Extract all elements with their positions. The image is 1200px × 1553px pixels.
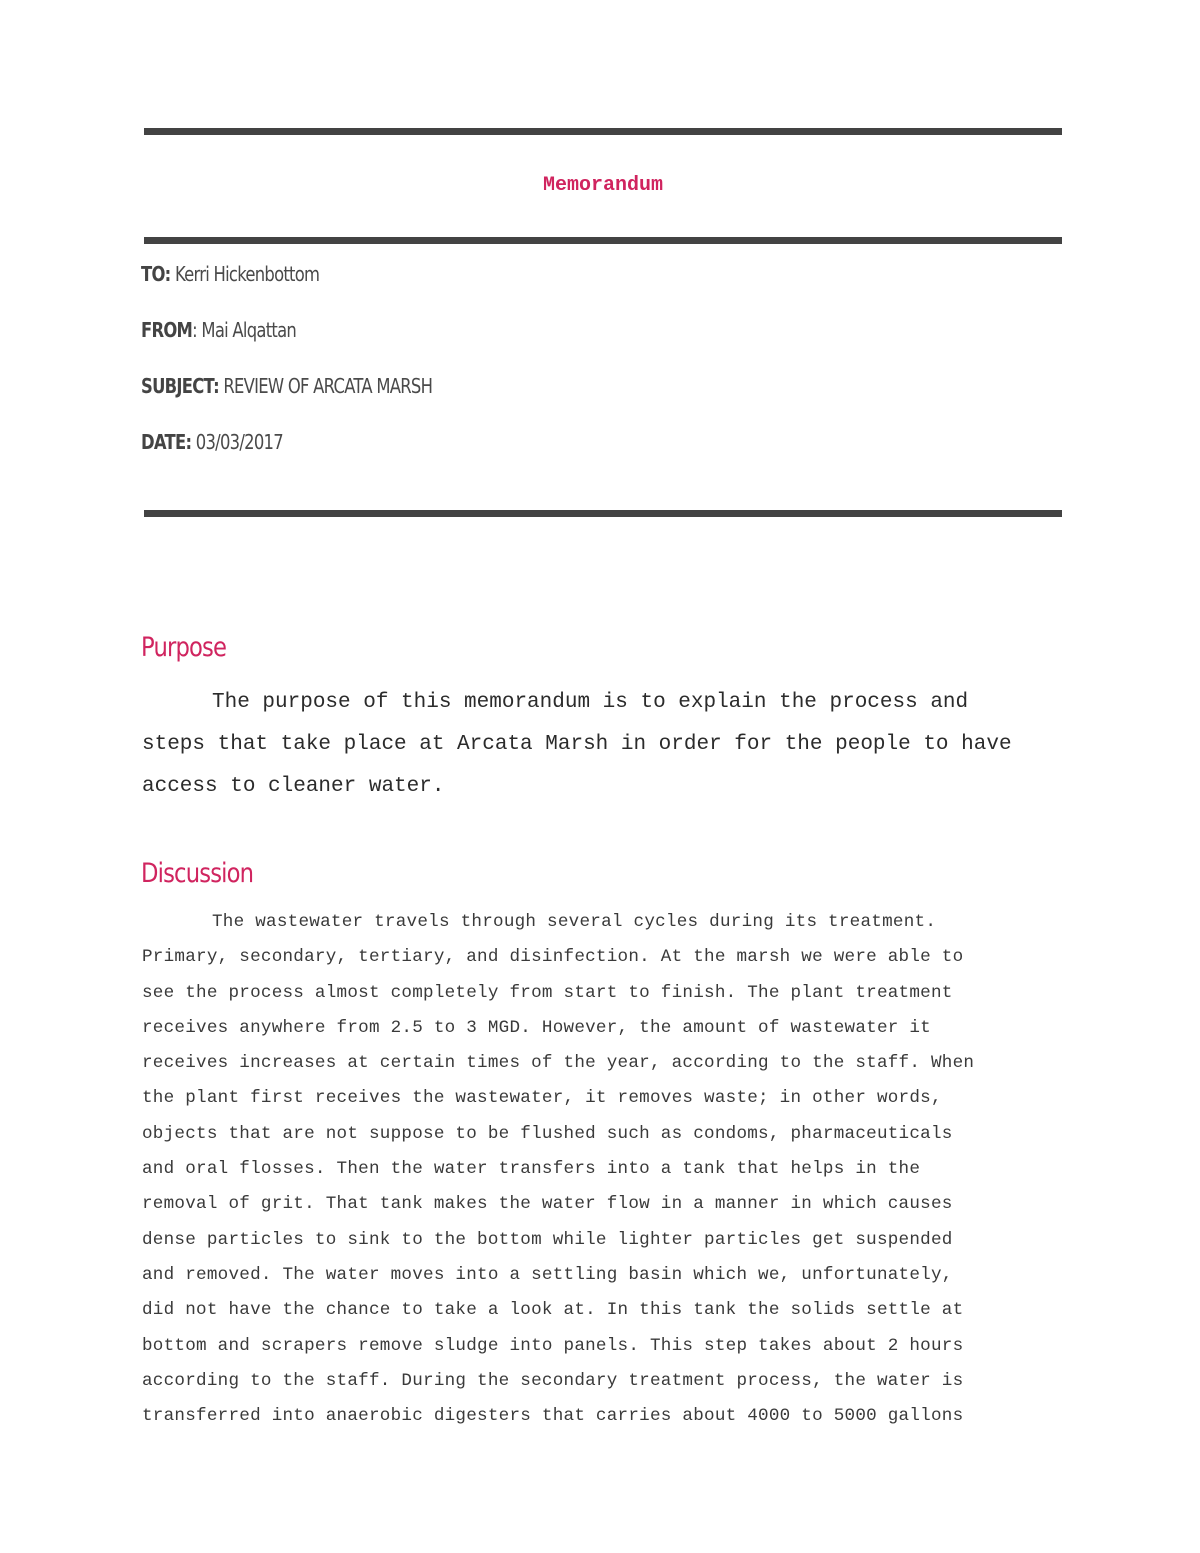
date-value: 03/03/2017	[191, 430, 283, 454]
purpose-paragraph: The purpose of this memorandum is to explain the process and steps that take place at Arcata Marsh in order for the people to have access to cleaner water.	[142, 691, 1012, 798]
purpose-heading: Purpose	[141, 632, 227, 663]
discussion-line: transferred into anaerobic digesters that carries about 4000 to 5000 gallons	[142, 1406, 964, 1427]
discussion-line: objects that are not suppose to be flushed such as condoms, pharmaceuticals	[142, 1123, 953, 1144]
discussion-line: and removed. The water moves into a settling basin which we, unfortunately,	[142, 1264, 953, 1285]
discussion-line: bottom and scrapers remove sludge into panels. This step takes about 2 hours	[142, 1335, 964, 1356]
top-divider	[144, 128, 1062, 135]
date-line	[141, 430, 283, 454]
memo-title: Memorandum	[542, 174, 664, 197]
from-label: FROM	[141, 318, 193, 342]
discussion-line: The wastewater travels through several cycles during its treatment.	[212, 912, 937, 932]
from-line	[141, 318, 296, 342]
header-divider	[144, 237, 1062, 244]
discussion-line: the plant first receives the wastewater, it removes waste; in other words,	[142, 1088, 942, 1109]
date-label: DATE:	[141, 430, 192, 454]
bottom-divider	[144, 510, 1062, 517]
subject-value: REVIEW OF ARCATA MARSH	[218, 374, 433, 398]
discussion-line: according to the staff. During the secondary treatment process, the water is	[142, 1370, 964, 1391]
discussion-line: and oral flosses. Then the water transfers into a tank that helps in the	[142, 1159, 921, 1180]
discussion-paragraph	[142, 905, 1052, 1434]
to-label: TO:	[141, 262, 171, 286]
from-value: : Mai Alqattan	[192, 318, 297, 342]
discussion-line: did not have the chance to take a look at. In this tank the solids settle at	[142, 1300, 964, 1321]
to-value: Kerri Hickenbottom	[170, 262, 320, 286]
discussion-line: dense particles to sink to the bottom while lighter particles get suspended	[142, 1229, 953, 1250]
discussion-line: receives increases at certain times of the year, according to the staff. When	[142, 1053, 975, 1074]
discussion-line: Primary, secondary, tertiary, and disinfection. At the marsh we were able to	[142, 947, 964, 968]
to-line	[141, 262, 319, 286]
discussion-line: removal of grit. That tank makes the water flow in a manner in which causes	[142, 1194, 953, 1215]
discussion-heading: Discussion	[141, 858, 254, 889]
discussion-line: see the process almost completely from start to finish. The plant treatment	[142, 982, 953, 1003]
subject-line	[141, 374, 432, 398]
discussion-line: receives anywhere from 2.5 to 3 MGD. However, the amount of wastewater it	[142, 1017, 931, 1038]
subject-label: SUBJECT:	[141, 374, 219, 398]
